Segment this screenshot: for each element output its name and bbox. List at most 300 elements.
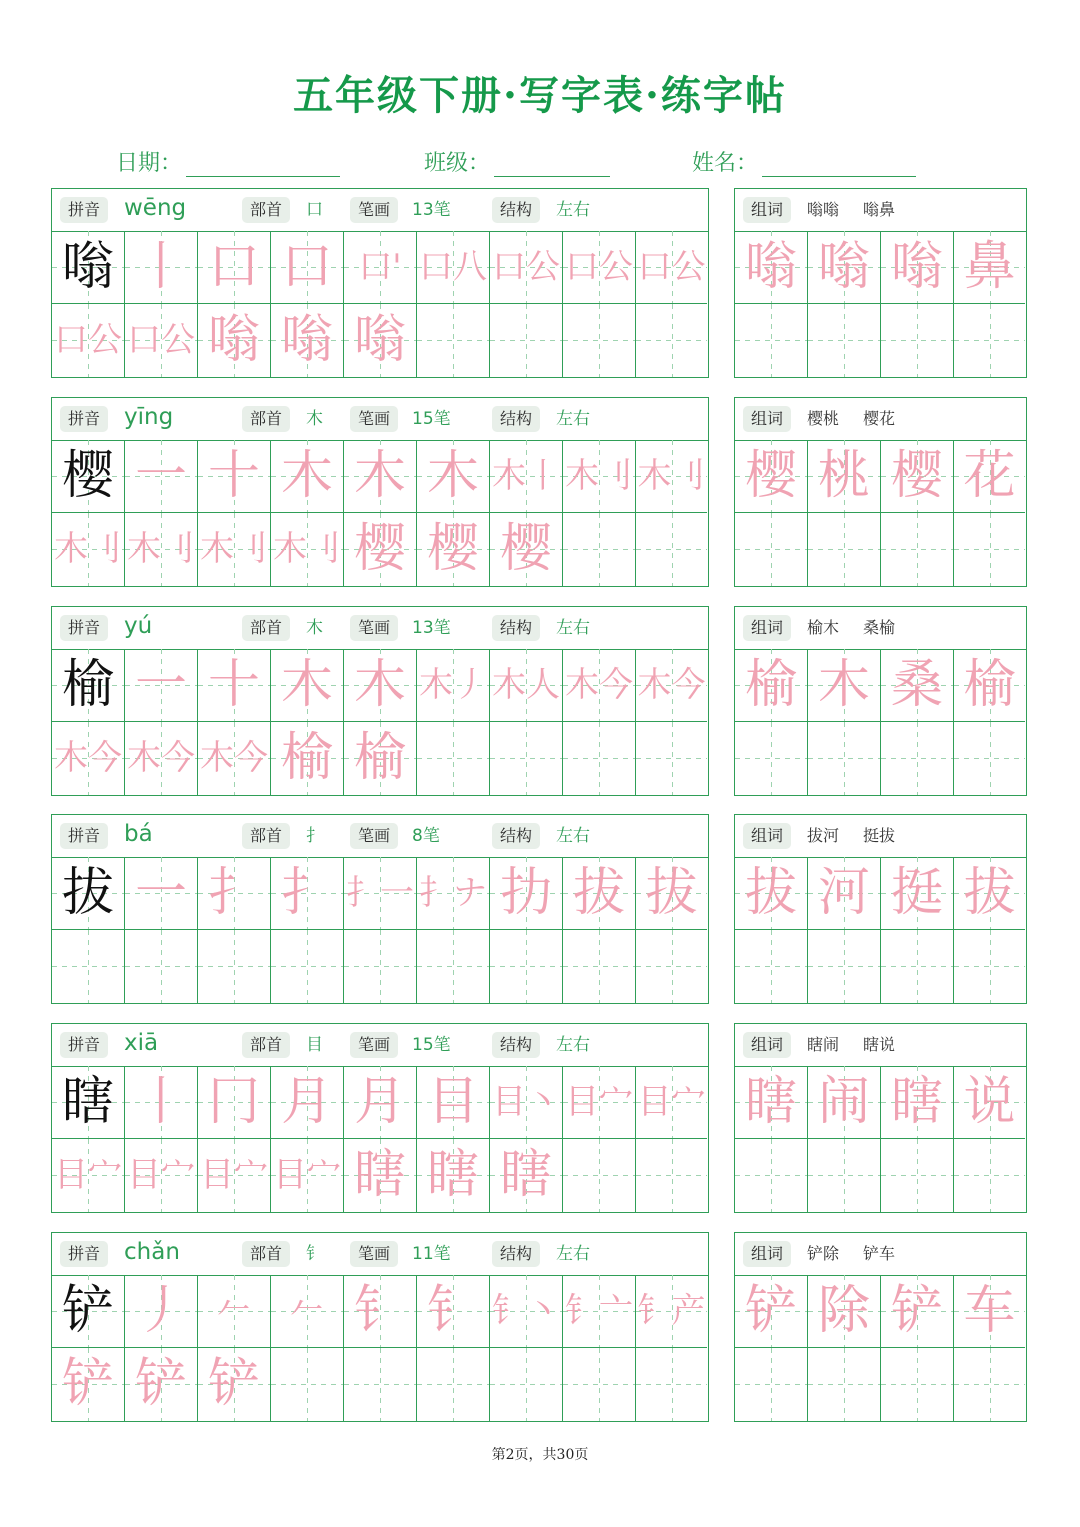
model-character: 瞎 <box>61 1072 114 1132</box>
writing-cell[interactable] <box>344 304 417 377</box>
writing-cell[interactable] <box>125 440 198 513</box>
stroke-order-trace: 扐 <box>499 863 552 923</box>
writing-cell[interactable] <box>563 304 636 377</box>
writing-cell[interactable] <box>125 930 198 1003</box>
pinyin-value: xiā <box>124 1030 159 1056</box>
word-writing-cell[interactable] <box>735 1275 808 1348</box>
words-label: 组词 <box>743 823 791 849</box>
writing-cell[interactable] <box>271 304 344 377</box>
writing-cell[interactable] <box>344 722 417 795</box>
writing-cell[interactable] <box>271 1275 344 1348</box>
word-trace-character: 瞎 <box>890 1072 943 1132</box>
structure-value: 左右 <box>556 1035 590 1055</box>
word-item: 瞎说 <box>863 1035 896 1054</box>
writing-cell[interactable] <box>125 231 198 304</box>
char-info-header <box>52 189 708 232</box>
word-list <box>807 195 919 225</box>
word-writing-cell[interactable] <box>954 440 1025 513</box>
word-writing-cell[interactable] <box>954 513 1025 586</box>
word-writing-cell[interactable] <box>954 231 1025 304</box>
name-field[interactable] <box>692 146 916 177</box>
word-writing-cell[interactable] <box>881 231 954 304</box>
writing-cell[interactable] <box>125 1066 198 1139</box>
word-writing-cell[interactable] <box>954 1066 1025 1139</box>
stroke-order-trace: 木 <box>280 655 333 715</box>
writing-cell[interactable] <box>490 1348 563 1421</box>
writing-cell[interactable] <box>52 1275 125 1348</box>
stroke-order-trace: 口 <box>280 237 333 297</box>
stroke-order-trace: 樱 <box>426 519 479 579</box>
word-item: 榆木 <box>807 618 840 637</box>
writing-cell[interactable] <box>271 440 344 513</box>
word-practice-block <box>734 606 1027 796</box>
writing-cell[interactable] <box>52 1348 125 1421</box>
word-writing-cell[interactable] <box>735 857 808 930</box>
strokes-value: 11笔 <box>412 1244 451 1264</box>
writing-cell[interactable] <box>198 1348 271 1421</box>
word-writing-cell[interactable] <box>954 649 1025 722</box>
word-trace-character: 闹 <box>817 1072 870 1132</box>
writing-cell[interactable] <box>271 1139 344 1212</box>
word-trace-character: 嗡 <box>744 237 797 297</box>
stroke-order-trace: 目宀 <box>54 1155 122 1195</box>
stroke-order-trace: 拔 <box>572 863 625 923</box>
stroke-order-trace: 木丿 <box>419 665 487 705</box>
word-trace-character: 榆 <box>744 655 797 715</box>
char-info-header <box>52 815 708 858</box>
word-item: 嗡嗡 <box>807 200 840 219</box>
page-title: 五年级下册·写字表·练字帖 <box>293 72 787 119</box>
writing-cell[interactable] <box>125 1139 198 1212</box>
word-list <box>807 1030 919 1060</box>
stroke-order-trace: 瞎 <box>426 1145 479 1205</box>
writing-cell[interactable] <box>417 649 490 722</box>
stroke-order-trace: 口公 <box>637 247 706 287</box>
stroke-order-trace: 嗡 <box>353 310 406 370</box>
structure-label: 结构 <box>492 1241 540 1267</box>
word-writing-cell[interactable] <box>954 304 1025 377</box>
writing-cell[interactable] <box>490 649 563 722</box>
word-writing-cell[interactable] <box>808 304 881 377</box>
stroke-order-trace: 钅产 <box>637 1291 706 1331</box>
stroke-order-trace: 月 <box>353 1072 406 1132</box>
writing-cell[interactable] <box>198 649 271 722</box>
words-label: 组词 <box>743 615 791 641</box>
words-header <box>735 1024 1026 1067</box>
stroke-order-trace: 木刂 <box>637 456 706 496</box>
words-header <box>735 398 1026 441</box>
writing-cell[interactable] <box>52 304 125 377</box>
writing-cell[interactable] <box>198 1139 271 1212</box>
word-item: 樱花 <box>863 409 896 428</box>
radical-value: 口 <box>306 200 323 220</box>
info-row <box>0 146 1080 182</box>
words-label: 组词 <box>743 197 791 223</box>
word-writing-cell[interactable] <box>808 857 881 930</box>
radical-label: 部首 <box>242 406 290 432</box>
writing-cell[interactable] <box>52 1139 125 1212</box>
date-line[interactable] <box>186 150 340 177</box>
word-writing-cell[interactable] <box>954 930 1025 1003</box>
writing-cell[interactable] <box>490 722 563 795</box>
char-info-header <box>52 1024 708 1067</box>
word-writing-cell[interactable] <box>808 1066 881 1139</box>
writing-cell[interactable] <box>636 440 707 513</box>
writing-cell[interactable] <box>490 231 563 304</box>
writing-cell[interactable] <box>563 513 636 586</box>
writing-cell[interactable] <box>490 440 563 513</box>
writing-cell[interactable] <box>271 649 344 722</box>
writing-cell[interactable] <box>563 1139 636 1212</box>
writing-cell[interactable] <box>417 304 490 377</box>
writing-cell[interactable] <box>417 930 490 1003</box>
date-field[interactable] <box>116 146 340 177</box>
strokes-label: 笔画 <box>350 1241 398 1267</box>
writing-cell[interactable] <box>417 857 490 930</box>
writing-cell[interactable] <box>125 649 198 722</box>
structure-label: 结构 <box>492 823 540 849</box>
stroke-order-trace: 嗡 <box>280 310 333 370</box>
word-trace-character: 嗡 <box>890 237 943 297</box>
word-writing-cell[interactable] <box>808 1139 881 1212</box>
model-character: 拔 <box>61 863 114 923</box>
word-trace-character: 樱 <box>890 446 943 506</box>
word-writing-cell[interactable] <box>808 930 881 1003</box>
writing-cell[interactable] <box>563 1275 636 1348</box>
word-writing-cell[interactable] <box>881 1139 954 1212</box>
writing-cell[interactable] <box>636 513 707 586</box>
strokes-label: 笔画 <box>350 406 398 432</box>
writing-cell[interactable] <box>198 1066 271 1139</box>
writing-cell[interactable] <box>125 1348 198 1421</box>
writing-cell[interactable] <box>563 649 636 722</box>
writing-cell[interactable] <box>636 930 707 1003</box>
word-writing-cell[interactable] <box>735 231 808 304</box>
stroke-order-trace: 丨 <box>134 237 187 297</box>
words-header <box>735 815 1026 858</box>
stroke-order-trace: 目 <box>426 1072 479 1132</box>
char-info-header <box>52 398 708 441</box>
stroke-order-trace: 木刂 <box>273 529 341 569</box>
stroke-order-trace: 𠂉 <box>217 1291 251 1331</box>
stroke-order-trace: 月 <box>280 1072 333 1132</box>
writing-cell[interactable] <box>125 304 198 377</box>
word-writing-cell[interactable] <box>881 1275 954 1348</box>
writing-cell[interactable] <box>563 722 636 795</box>
word-writing-cell[interactable] <box>735 722 808 795</box>
char-practice-block <box>51 1023 709 1213</box>
word-writing-cell[interactable] <box>954 1275 1025 1348</box>
stroke-order-trace: 铲 <box>61 1354 114 1414</box>
writing-cell[interactable] <box>563 1066 636 1139</box>
stroke-order-trace: 扌ナ <box>419 873 487 913</box>
word-trace-character: 拔 <box>744 863 797 923</box>
radical-value: 目 <box>306 1035 323 1055</box>
strokes-value: 8笔 <box>412 826 440 846</box>
writing-cell[interactable] <box>417 231 490 304</box>
writing-cell[interactable] <box>636 1139 707 1212</box>
stroke-order-trace: 瞎 <box>499 1145 552 1205</box>
writing-cell[interactable] <box>417 1348 490 1421</box>
writing-cell[interactable] <box>198 440 271 513</box>
word-writing-cell[interactable] <box>881 513 954 586</box>
pinyin-label: 拼音 <box>60 197 108 223</box>
stroke-order-trace: 嗡 <box>207 310 260 370</box>
writing-cell[interactable] <box>417 440 490 513</box>
word-trace-character: 花 <box>963 446 1016 506</box>
writing-cell[interactable] <box>198 857 271 930</box>
word-writing-cell[interactable] <box>808 513 881 586</box>
stroke-order-trace: 木今 <box>54 738 122 778</box>
writing-cell[interactable] <box>344 1066 417 1139</box>
stroke-order-trace: 口公 <box>54 320 122 360</box>
word-writing-cell[interactable] <box>881 649 954 722</box>
writing-cell[interactable] <box>198 930 271 1003</box>
word-writing-cell[interactable] <box>881 930 954 1003</box>
class-label: 班级： <box>424 151 491 176</box>
writing-cell[interactable] <box>490 513 563 586</box>
model-character: 樱 <box>61 446 114 506</box>
writing-cell[interactable] <box>344 930 417 1003</box>
writing-cell[interactable] <box>417 513 490 586</box>
word-writing-cell[interactable] <box>735 513 808 586</box>
writing-cell[interactable] <box>344 1275 417 1348</box>
stroke-order-trace: 木刂 <box>54 529 122 569</box>
radical-value: 木 <box>306 618 323 638</box>
writing-cell[interactable] <box>198 722 271 795</box>
stroke-order-trace: 十 <box>207 446 260 506</box>
writing-cell[interactable] <box>271 1066 344 1139</box>
writing-cell[interactable] <box>417 1066 490 1139</box>
stroke-order-trace: 一 <box>134 446 187 506</box>
radical-label: 部首 <box>242 197 290 223</box>
word-trace-character: 挺 <box>890 863 943 923</box>
word-trace-character: 瞎 <box>744 1072 797 1132</box>
writing-cell[interactable] <box>636 1275 707 1348</box>
stroke-order-trace: 丨 <box>134 1072 187 1132</box>
words-label: 组词 <box>743 406 791 432</box>
word-writing-cell[interactable] <box>808 440 881 513</box>
pinyin-value: wēng <box>124 195 187 221</box>
word-writing-cell[interactable] <box>735 440 808 513</box>
pinyin-label: 拼音 <box>60 1241 108 1267</box>
strokes-value: 15笔 <box>412 409 451 429</box>
writing-cell[interactable] <box>490 1066 563 1139</box>
stroke-order-trace: 木今 <box>127 738 195 778</box>
writing-cell[interactable] <box>636 231 707 304</box>
stroke-order-trace: 𠂉 <box>290 1291 324 1331</box>
writing-cell[interactable] <box>52 231 125 304</box>
stroke-order-trace: 口' <box>358 247 402 287</box>
word-writing-cell[interactable] <box>954 857 1025 930</box>
pinyin-label: 拼音 <box>60 823 108 849</box>
writing-cell[interactable] <box>563 930 636 1003</box>
writing-cell[interactable] <box>563 440 636 513</box>
writing-cell[interactable] <box>636 1348 707 1421</box>
writing-cell[interactable] <box>125 722 198 795</box>
date-label: 日期： <box>116 151 183 176</box>
word-writing-cell[interactable] <box>735 649 808 722</box>
stroke-order-trace: 冂 <box>207 1072 260 1132</box>
pinyin-label: 拼音 <box>60 1032 108 1058</box>
writing-cell[interactable] <box>344 1139 417 1212</box>
words-label: 组词 <box>743 1241 791 1267</box>
writing-cell[interactable] <box>563 231 636 304</box>
page-number: 第2页，共30页 <box>491 1447 589 1463</box>
radical-label: 部首 <box>242 823 290 849</box>
word-writing-cell[interactable] <box>808 1348 881 1421</box>
word-practice-block <box>734 188 1027 378</box>
word-item: 铲除 <box>807 1244 840 1263</box>
word-practice-block <box>734 397 1027 587</box>
strokes-label: 笔画 <box>350 1032 398 1058</box>
writing-cell[interactable] <box>636 649 707 722</box>
writing-cell[interactable] <box>344 1348 417 1421</box>
writing-cell[interactable] <box>52 649 125 722</box>
word-writing-cell[interactable] <box>881 304 954 377</box>
stroke-order-trace: 口公 <box>492 247 560 287</box>
writing-cell[interactable] <box>563 1348 636 1421</box>
writing-cell[interactable] <box>417 1275 490 1348</box>
word-writing-cell[interactable] <box>954 722 1025 795</box>
words-header <box>735 607 1026 650</box>
writing-cell[interactable] <box>490 304 563 377</box>
word-trace-character: 桃 <box>817 446 870 506</box>
writing-cell[interactable] <box>271 857 344 930</box>
strokes-label: 笔画 <box>350 197 398 223</box>
writing-cell[interactable] <box>490 930 563 1003</box>
writing-cell[interactable] <box>563 857 636 930</box>
word-writing-cell[interactable] <box>808 649 881 722</box>
writing-cell[interactable] <box>490 1139 563 1212</box>
writing-cell[interactable] <box>52 857 125 930</box>
word-writing-cell[interactable] <box>735 1348 808 1421</box>
word-writing-cell[interactable] <box>881 1066 954 1139</box>
class-line[interactable] <box>494 150 610 177</box>
model-character: 榆 <box>61 655 114 715</box>
radical-value: 扌 <box>306 826 323 846</box>
writing-cell[interactable] <box>198 304 271 377</box>
stroke-order-trace: 木 <box>426 446 479 506</box>
writing-cell[interactable] <box>417 722 490 795</box>
writing-cell[interactable] <box>490 1275 563 1348</box>
writing-cell[interactable] <box>271 513 344 586</box>
pinyin-value: yīng <box>124 404 174 430</box>
writing-cell[interactable] <box>52 513 125 586</box>
writing-cell[interactable] <box>271 1348 344 1421</box>
word-trace-character: 铲 <box>744 1281 797 1341</box>
writing-cell[interactable] <box>636 722 707 795</box>
word-item: 拔河 <box>807 826 840 845</box>
word-writing-cell[interactable] <box>954 1139 1025 1212</box>
writing-cell[interactable] <box>636 304 707 377</box>
word-trace-character: 嗡 <box>817 237 870 297</box>
word-item: 桑榆 <box>863 618 896 637</box>
writing-cell[interactable] <box>271 722 344 795</box>
char-practice-block <box>51 397 709 587</box>
writing-cell[interactable] <box>198 1275 271 1348</box>
word-practice-block <box>734 1023 1027 1213</box>
writing-cell[interactable] <box>125 1275 198 1348</box>
writing-cell[interactable] <box>344 231 417 304</box>
writing-cell[interactable] <box>271 930 344 1003</box>
word-writing-cell[interactable] <box>881 857 954 930</box>
writing-cell[interactable] <box>636 857 707 930</box>
word-writing-cell[interactable] <box>881 1348 954 1421</box>
stroke-order-trace: 木今 <box>200 738 268 778</box>
stroke-order-trace: 口公 <box>565 247 633 287</box>
writing-cell[interactable] <box>417 1139 490 1212</box>
writing-cell[interactable] <box>271 231 344 304</box>
word-writing-cell[interactable] <box>808 231 881 304</box>
word-writing-cell[interactable] <box>954 1348 1025 1421</box>
radical-label: 部首 <box>242 615 290 641</box>
stroke-order-trace: 木今 <box>637 665 706 705</box>
word-list <box>807 821 919 851</box>
char-practice-block <box>51 1232 709 1422</box>
writing-cell[interactable] <box>52 930 125 1003</box>
writing-cell[interactable] <box>344 513 417 586</box>
word-trace-character: 拔 <box>963 863 1016 923</box>
pinyin-label: 拼音 <box>60 615 108 641</box>
writing-cell[interactable] <box>52 722 125 795</box>
writing-cell[interactable] <box>636 1066 707 1139</box>
writing-cell[interactable] <box>52 440 125 513</box>
radical-label: 部首 <box>242 1241 290 1267</box>
writing-cell[interactable] <box>52 1066 125 1139</box>
word-list <box>807 613 919 643</box>
name-line[interactable] <box>762 150 916 177</box>
stroke-order-trace: 目丶 <box>492 1082 560 1122</box>
word-practice-block <box>734 1232 1027 1422</box>
word-writing-cell[interactable] <box>881 440 954 513</box>
radical-value: 钅 <box>306 1244 323 1264</box>
stroke-order-trace: 口 <box>207 237 260 297</box>
words-header <box>735 189 1026 232</box>
word-writing-cell[interactable] <box>808 1275 881 1348</box>
strokes-value: 13笔 <box>412 200 451 220</box>
model-character: 铲 <box>61 1281 114 1341</box>
structure-value: 左右 <box>556 409 590 429</box>
writing-cell[interactable] <box>198 231 271 304</box>
stroke-order-trace: 木 <box>353 446 406 506</box>
writing-cell[interactable] <box>198 513 271 586</box>
stroke-order-trace: 丿 <box>134 1281 187 1341</box>
writing-cell[interactable] <box>490 857 563 930</box>
stroke-order-trace: 拔 <box>645 863 698 923</box>
word-writing-cell[interactable] <box>735 1139 808 1212</box>
stroke-order-trace: 樱 <box>499 519 552 579</box>
stroke-order-trace: 目宀 <box>200 1155 268 1195</box>
writing-cell[interactable] <box>344 857 417 930</box>
writing-cell[interactable] <box>125 513 198 586</box>
word-writing-cell[interactable] <box>735 304 808 377</box>
writing-cell[interactable] <box>125 857 198 930</box>
structure-value: 左右 <box>556 826 590 846</box>
word-writing-cell[interactable] <box>735 1066 808 1139</box>
writing-cell[interactable] <box>344 649 417 722</box>
word-writing-cell[interactable] <box>881 722 954 795</box>
class-field[interactable] <box>424 146 610 177</box>
strokes-value: 13笔 <box>412 618 451 638</box>
stroke-order-trace: 扌 <box>280 863 333 923</box>
char-info-header <box>52 1233 708 1276</box>
structure-value: 左右 <box>556 618 590 638</box>
word-writing-cell[interactable] <box>808 722 881 795</box>
stroke-order-trace: 樱 <box>353 519 406 579</box>
writing-cell[interactable] <box>344 440 417 513</box>
word-writing-cell[interactable] <box>735 930 808 1003</box>
